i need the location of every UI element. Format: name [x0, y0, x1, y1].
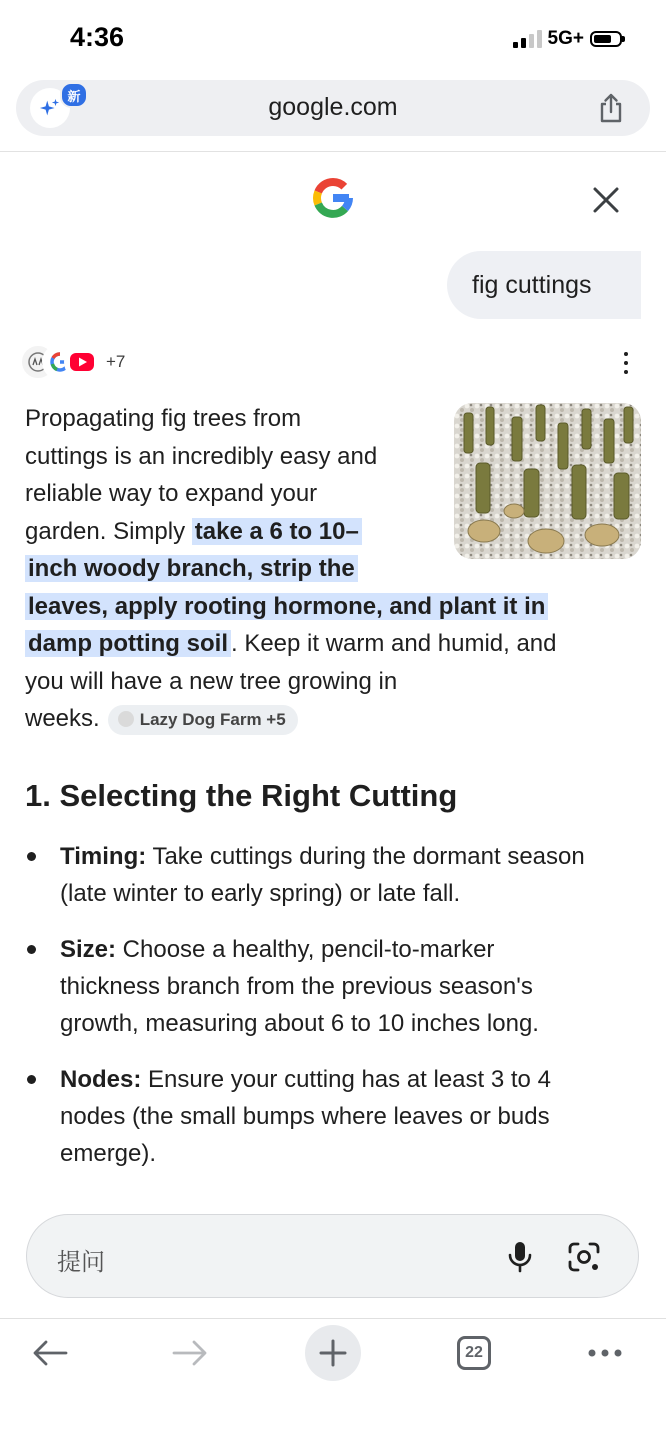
share-icon[interactable]: [596, 92, 626, 124]
signal-icon: [513, 30, 542, 48]
citation-chip[interactable]: [108, 705, 298, 735]
bullet-dot: [27, 852, 36, 861]
bullet-label: Timing:: [60, 843, 147, 870]
ask-bar[interactable]: [26, 1214, 639, 1298]
new-badge: 新: [60, 82, 88, 108]
menu-button[interactable]: [585, 1330, 625, 1376]
fig-cuttings-thumbnail[interactable]: [454, 403, 641, 559]
bullet-list: [25, 838, 645, 1191]
bullet-text: thickness branch from the previous season's: [60, 973, 533, 1000]
list-item: [25, 838, 645, 912]
tab-switcher-button[interactable]: [455, 1330, 493, 1376]
bullet-dot: [27, 945, 36, 954]
answer-line: cuttings is an incredibly easy and: [25, 442, 378, 470]
list-item: [25, 1061, 645, 1172]
bullet-text: Take cuttings during the dormant season: [146, 843, 585, 870]
close-icon[interactable]: [590, 184, 622, 216]
plus-icon: [319, 1339, 347, 1367]
forward-button[interactable]: [170, 1330, 210, 1376]
bullet-text: growth, measuring about 6 to 10 inches long.: [60, 1010, 539, 1037]
section-heading: 1. Selecting the Right Cutting: [25, 778, 458, 813]
microphone-icon[interactable]: [507, 1241, 533, 1273]
youtube-icon: [64, 344, 100, 380]
list-item: [25, 931, 645, 1042]
bullet-text: Ensure your cutting has at least 3 to 4: [141, 1066, 551, 1093]
new-tab-button[interactable]: [305, 1325, 361, 1381]
divider: [0, 151, 666, 152]
bullet-dot: [27, 1075, 36, 1084]
answer-line: weeks.: [25, 705, 100, 732]
address-bar[interactable]: [16, 80, 650, 136]
url-text[interactable]: google.com: [268, 93, 398, 121]
answer-highlight: leaves, apply rooting hormone, and plant it in: [25, 593, 548, 620]
status-time: 4:36: [70, 22, 125, 52]
network-type: 5G+: [547, 28, 584, 49]
answer-line: . Keep it warm and humid, and: [230, 630, 557, 657]
answer-line: garden. Simply: [25, 517, 192, 545]
answer-highlight: take a 6 to 10–: [192, 518, 362, 545]
battery-icon: [590, 31, 622, 47]
bullet-label: Nodes:: [60, 1066, 142, 1093]
arrow-left-icon: [32, 1339, 68, 1367]
google-lens-icon[interactable]: [567, 1241, 601, 1273]
answer-highlight: damp potting soil: [25, 630, 231, 657]
answer-line: reliable way to expand your: [25, 480, 318, 507]
bullet-text: nodes (the small bumps where leaves or buds: [60, 1103, 550, 1130]
ask-input[interactable]: 提问: [57, 1249, 105, 1276]
answer-highlight: inch woody branch, strip the: [25, 555, 358, 582]
bullet-text: emerge).: [60, 1140, 157, 1167]
arrow-right-icon: [172, 1339, 208, 1367]
back-button[interactable]: [30, 1330, 70, 1376]
search-query-chip: fig cuttings: [447, 251, 641, 319]
bullet-text: Choose a healthy, pencil-to-marker: [116, 936, 495, 963]
more-horizontal-icon: [587, 1348, 623, 1358]
answer-line: Propagating fig trees from: [25, 405, 302, 432]
sources-more-count: +7: [106, 352, 126, 371]
citation-label: Lazy Dog Farm +5: [139, 709, 286, 729]
farm-logo-icon: [118, 711, 134, 727]
toolbar-divider: [0, 1318, 666, 1319]
tab-count: 22: [457, 1336, 491, 1370]
answer-line: you will have a new tree growing in: [25, 667, 398, 695]
sources-row[interactable]: [20, 344, 125, 380]
status-indicators: [513, 28, 622, 50]
bullet-label: Size:: [60, 936, 117, 963]
bullet-text: (late winter to early spring) or late fall.: [60, 880, 461, 907]
more-options-icon[interactable]: [620, 352, 632, 374]
google-logo-icon: [307, 172, 359, 224]
